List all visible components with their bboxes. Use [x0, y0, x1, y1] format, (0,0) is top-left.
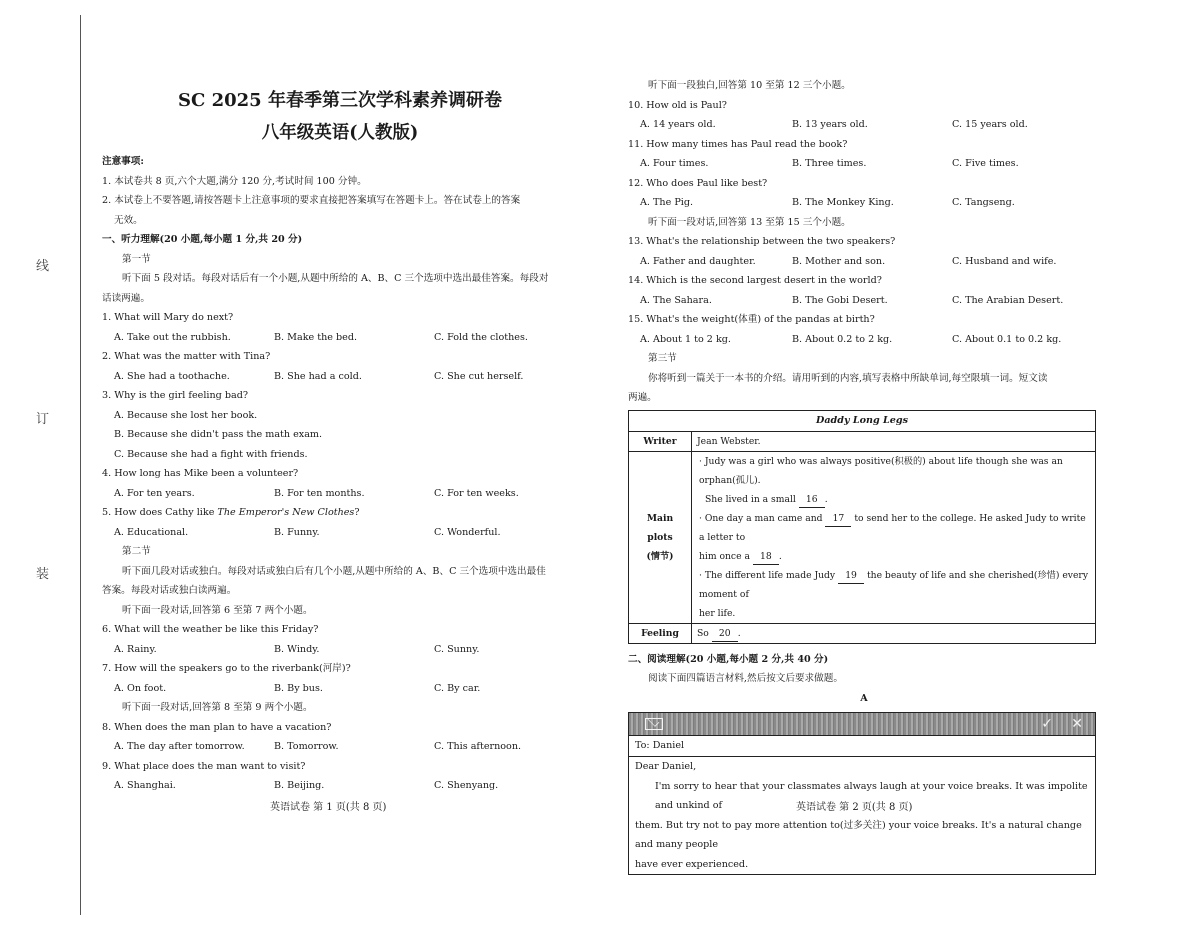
part2-heading: 二、阅读理解(20 小题,每小题 2 分,共 40 分): [628, 653, 829, 665]
question-9-options: [102, 776, 578, 796]
option-c: C. 15 years old.: [952, 119, 1028, 130]
question-7: 7. How will the speakers go to the riverbank(河岸)?: [102, 663, 351, 674]
option-a: A. 14 years old.: [640, 119, 716, 130]
question-13-options: [628, 252, 1100, 272]
plot-text: · One day a man came and: [699, 512, 826, 524]
option-a: A. For ten years.: [114, 487, 195, 499]
plot-2-line-2: [697, 547, 1090, 566]
option-c: C. She cut herself.: [434, 370, 524, 382]
question-14: 14. Which is the second largest desert in the world?: [628, 275, 882, 286]
page-footer-2: 英语试卷 第 2 页(共 8 页): [796, 802, 913, 813]
plot-text: · The different life made Judy: [699, 569, 839, 581]
option-c: C. Five times.: [952, 158, 1019, 169]
option-b: B. The Monkey King.: [792, 197, 894, 208]
plot-text: the beauty of life and she cherished(珍惜) every moment of: [699, 569, 1089, 600]
email-body-line-3: have ever experienced.: [635, 858, 749, 870]
question-5-text: 5. How does Cathy like: [102, 507, 218, 518]
option-a: A. Educational.: [114, 526, 189, 538]
option-b: B. Funny.: [274, 526, 320, 538]
option-c: C. About 0.1 to 0.2 kg.: [952, 333, 1062, 345]
question-11: 11. How many times has Paul read the book?: [628, 138, 848, 150]
question-12-options: [628, 193, 1100, 213]
question-15-options: [628, 330, 1100, 350]
option-c: C. Because she had a fight with friends.: [114, 448, 308, 460]
part2-instructions: 阅读下面四篇语言材料,然后按文后要求做题。: [648, 673, 843, 684]
check-icon: ✓: [1041, 716, 1053, 732]
question-14-options: [628, 291, 1100, 311]
writer-value: Jean Webster.: [692, 431, 1096, 451]
option-b: B. Three times.: [792, 158, 867, 169]
option-b: B. Because she didn't pass the math exam.: [114, 429, 323, 440]
binding-mark-line: 线: [36, 259, 50, 274]
option-c: C. Fold the clothes.: [434, 331, 528, 343]
question-5-options: [102, 523, 578, 543]
section1-instructions-cont: 话读两遍。: [102, 292, 150, 304]
option-b: B. About 0.2 to 2 kg.: [792, 333, 893, 345]
option-a: A. Four times.: [640, 158, 709, 169]
book-info-table: [628, 410, 1096, 644]
binding-mark-order: 订: [36, 412, 50, 427]
plot-text: .: [778, 550, 782, 562]
option-b: B. Make the bed.: [274, 331, 358, 343]
binding-line: [80, 15, 81, 915]
notice-heading: 注意事项:: [102, 156, 144, 167]
option-a: A. Father and daughter.: [640, 255, 756, 267]
option-b: B. Mother and son.: [792, 255, 886, 267]
question-2: 2. What was the matter with Tina?: [102, 351, 271, 362]
question-2-options: [102, 367, 578, 387]
option-a: A. The Pig.: [640, 197, 694, 208]
part1-heading: 一、听力理解(20 小题,每小题 1 分,共 20 分): [102, 234, 303, 245]
section1-instructions: 听下面 5 段对话。每段对话后有一个小题,从题中所给的 A、B、C 三个选项中选出最佳答案。每段对: [122, 273, 549, 284]
close-icon: ✕: [1071, 716, 1083, 732]
section1-label: 第一节: [122, 253, 151, 265]
email-window: [628, 712, 1096, 875]
email-body-line-2: them. But try not to pay more attention to(过多关注) your voice breaks. It's a natural change and many people: [635, 819, 1082, 850]
option-c: C. Tangseng.: [952, 197, 1015, 208]
monologue-lead-10-12: 听下面一段独白,回答第 10 至第 12 三个小题。: [648, 80, 851, 91]
feeling-text-end: .: [737, 627, 741, 639]
question-1: 1. What will Mary do next?: [102, 312, 234, 323]
option-c: C. Husband and wife.: [952, 255, 1057, 267]
email-body-line-1: I'm sorry to hear that your classmates always laugh at your voice breaks. It was impolite and unkind of: [655, 780, 1088, 811]
question-6-options: [102, 640, 578, 660]
question-15: 15. What's the weight(体重) of the pandas at birth?: [628, 314, 875, 325]
question-3: 3. Why is the girl feeling bad?: [102, 390, 248, 401]
notice-1: 1. 本试卷共 8 页,六个大题,满分 120 分,考试时间 100 分钟。: [102, 175, 367, 187]
option-c: C. By car.: [434, 682, 481, 694]
section3-instructions-cont: 两遍。: [628, 392, 657, 403]
plot-2-line-1: [697, 509, 1090, 547]
notice-2-cont: 无效。: [114, 214, 143, 226]
option-a: A. The Sahara.: [640, 294, 712, 306]
main-plots-content: [692, 451, 1096, 623]
question-7-options: [102, 679, 578, 699]
main-plots-label-en: Main plots: [646, 512, 674, 543]
question-9: 9. What place does the man want to visit?: [102, 760, 306, 772]
option-a: A. She had a toothache.: [114, 370, 230, 382]
question-8: 8. When does the man plan to have a vacation?: [102, 721, 332, 733]
option-a: A. Shanghai.: [114, 780, 176, 791]
email-greeting: Dear Daniel,: [635, 761, 697, 772]
option-b: B. The Gobi Desert.: [792, 294, 888, 306]
feeling-label: Feeling: [629, 623, 692, 643]
question-1-options: [102, 328, 578, 348]
notice-2: 2. 本试卷上不要答题,请按答题卡上注意事项的要求直接把答案填写在答题卡上。答在试卷上的答案: [102, 195, 521, 206]
question-6: 6. What will the weather be like this Friday?: [102, 624, 319, 635]
blank-18[interactable]: 18: [753, 550, 779, 565]
binding-mark-bind: 装: [36, 567, 50, 582]
passage-label: A: [860, 692, 868, 704]
section2-instructions-cont: 答案。每段对话或独白读两遍。: [102, 585, 237, 596]
option-b: B. Tomorrow.: [274, 741, 339, 752]
plot-text: She lived in a small: [705, 493, 799, 505]
option-b: B. Windy.: [274, 643, 320, 655]
main-plots-label: [629, 451, 692, 623]
section3-instructions: 你将听到一篇关于一本书的介绍。请用听到的内容,填写表格中所缺单词,每空限填一词。短文读: [648, 372, 1048, 384]
question-5: [102, 503, 578, 523]
option-c: C. The Arabian Desert.: [952, 294, 1064, 306]
option-b: B. For ten months.: [274, 487, 365, 499]
plot-3-line-2: her life.: [699, 607, 736, 619]
book-title: The Emperor's New Clothes: [217, 507, 355, 518]
table-caption: Daddy Long Legs: [629, 410, 1096, 431]
email-title-bar: [629, 713, 1095, 736]
envelope-icon: [645, 718, 663, 730]
blank-20[interactable]: 20: [712, 627, 738, 642]
question-10: 10. How old is Paul?: [628, 99, 727, 111]
option-a: A. Take out the rubbish.: [114, 331, 231, 343]
plot-text: .: [824, 493, 828, 505]
blank-19[interactable]: 19: [838, 569, 864, 584]
section2-instructions: 听下面几段对话或独白。每段对话或独白后有几个小题,从题中所给的 A、B、C 三个选项中选出最佳: [122, 565, 546, 577]
question-4-options: [102, 484, 578, 504]
question-11-options: [628, 154, 1100, 174]
plot-3-line-1: [697, 566, 1090, 604]
option-a: A. The day after tomorrow.: [114, 741, 245, 752]
exam-page-2: [628, 76, 1100, 875]
option-a: A. Because she lost her book.: [114, 409, 258, 421]
question-5-mark: ?: [354, 507, 360, 518]
question-8-options: [102, 737, 578, 757]
plot-text: him once a: [699, 550, 753, 562]
option-b: B. By bus.: [274, 682, 323, 694]
exam-page-1: [102, 84, 578, 796]
question-10-options: [628, 115, 1100, 135]
dialogue-lead-8-9: 听下面一段对话,回答第 8 至第 9 两个小题。: [122, 702, 313, 713]
dialogue-lead-13-15: 听下面一段对话,回答第 13 至第 15 三个小题。: [648, 216, 851, 228]
blank-17[interactable]: 17: [825, 512, 851, 527]
option-b: B. Beijing.: [274, 780, 325, 791]
plot-1-line-2: [697, 490, 1090, 509]
option-a: A. Rainy.: [114, 643, 157, 655]
writer-label: Writer: [629, 431, 692, 451]
section2-label: 第二节: [122, 546, 151, 557]
blank-16[interactable]: 16: [799, 493, 825, 508]
dialogue-lead-6-7: 听下面一段对话,回答第 6 至第 7 两个小题。: [122, 604, 313, 616]
option-c: C. This afternoon.: [434, 741, 522, 752]
question-13: 13. What's the relationship between the two speakers?: [628, 236, 896, 247]
email-recipient: To: Daniel: [629, 736, 1095, 757]
plot-text: to send her to the college. He asked Judy to write a letter to: [699, 512, 1086, 543]
email-body: [629, 757, 1095, 874]
plot-1-line-1: · Judy was a girl who was always positive(积极的) about life though she was an orphan(孤儿).: [699, 455, 1063, 486]
page-footer-1: 英语试卷 第 1 页(共 8 页): [270, 802, 387, 813]
option-c: C. Wonderful.: [434, 526, 501, 538]
option-c: C. For ten weeks.: [434, 487, 519, 499]
question-12: 12. Who does Paul like best?: [628, 177, 768, 189]
option-b: B. She had a cold.: [274, 370, 362, 382]
exam-subtitle: 八年级英语(人教版): [261, 123, 419, 143]
option-a: A. About 1 to 2 kg.: [640, 333, 731, 345]
section3-label: 第三节: [648, 353, 677, 364]
option-b: B. 13 years old.: [792, 119, 868, 130]
option-c: C. Shenyang.: [434, 780, 499, 791]
feeling-value: [692, 623, 1096, 643]
option-c: C. Sunny.: [434, 643, 480, 655]
option-a: A. On foot.: [114, 682, 167, 694]
main-plots-label-cn: (情节): [646, 550, 674, 562]
question-3-options: [102, 406, 578, 465]
exam-title: SC 2025 年春季第三次学科素养调研卷: [178, 90, 502, 111]
question-4: 4. How long has Mike been a volunteer?: [102, 468, 299, 479]
feeling-text: So: [697, 627, 712, 639]
